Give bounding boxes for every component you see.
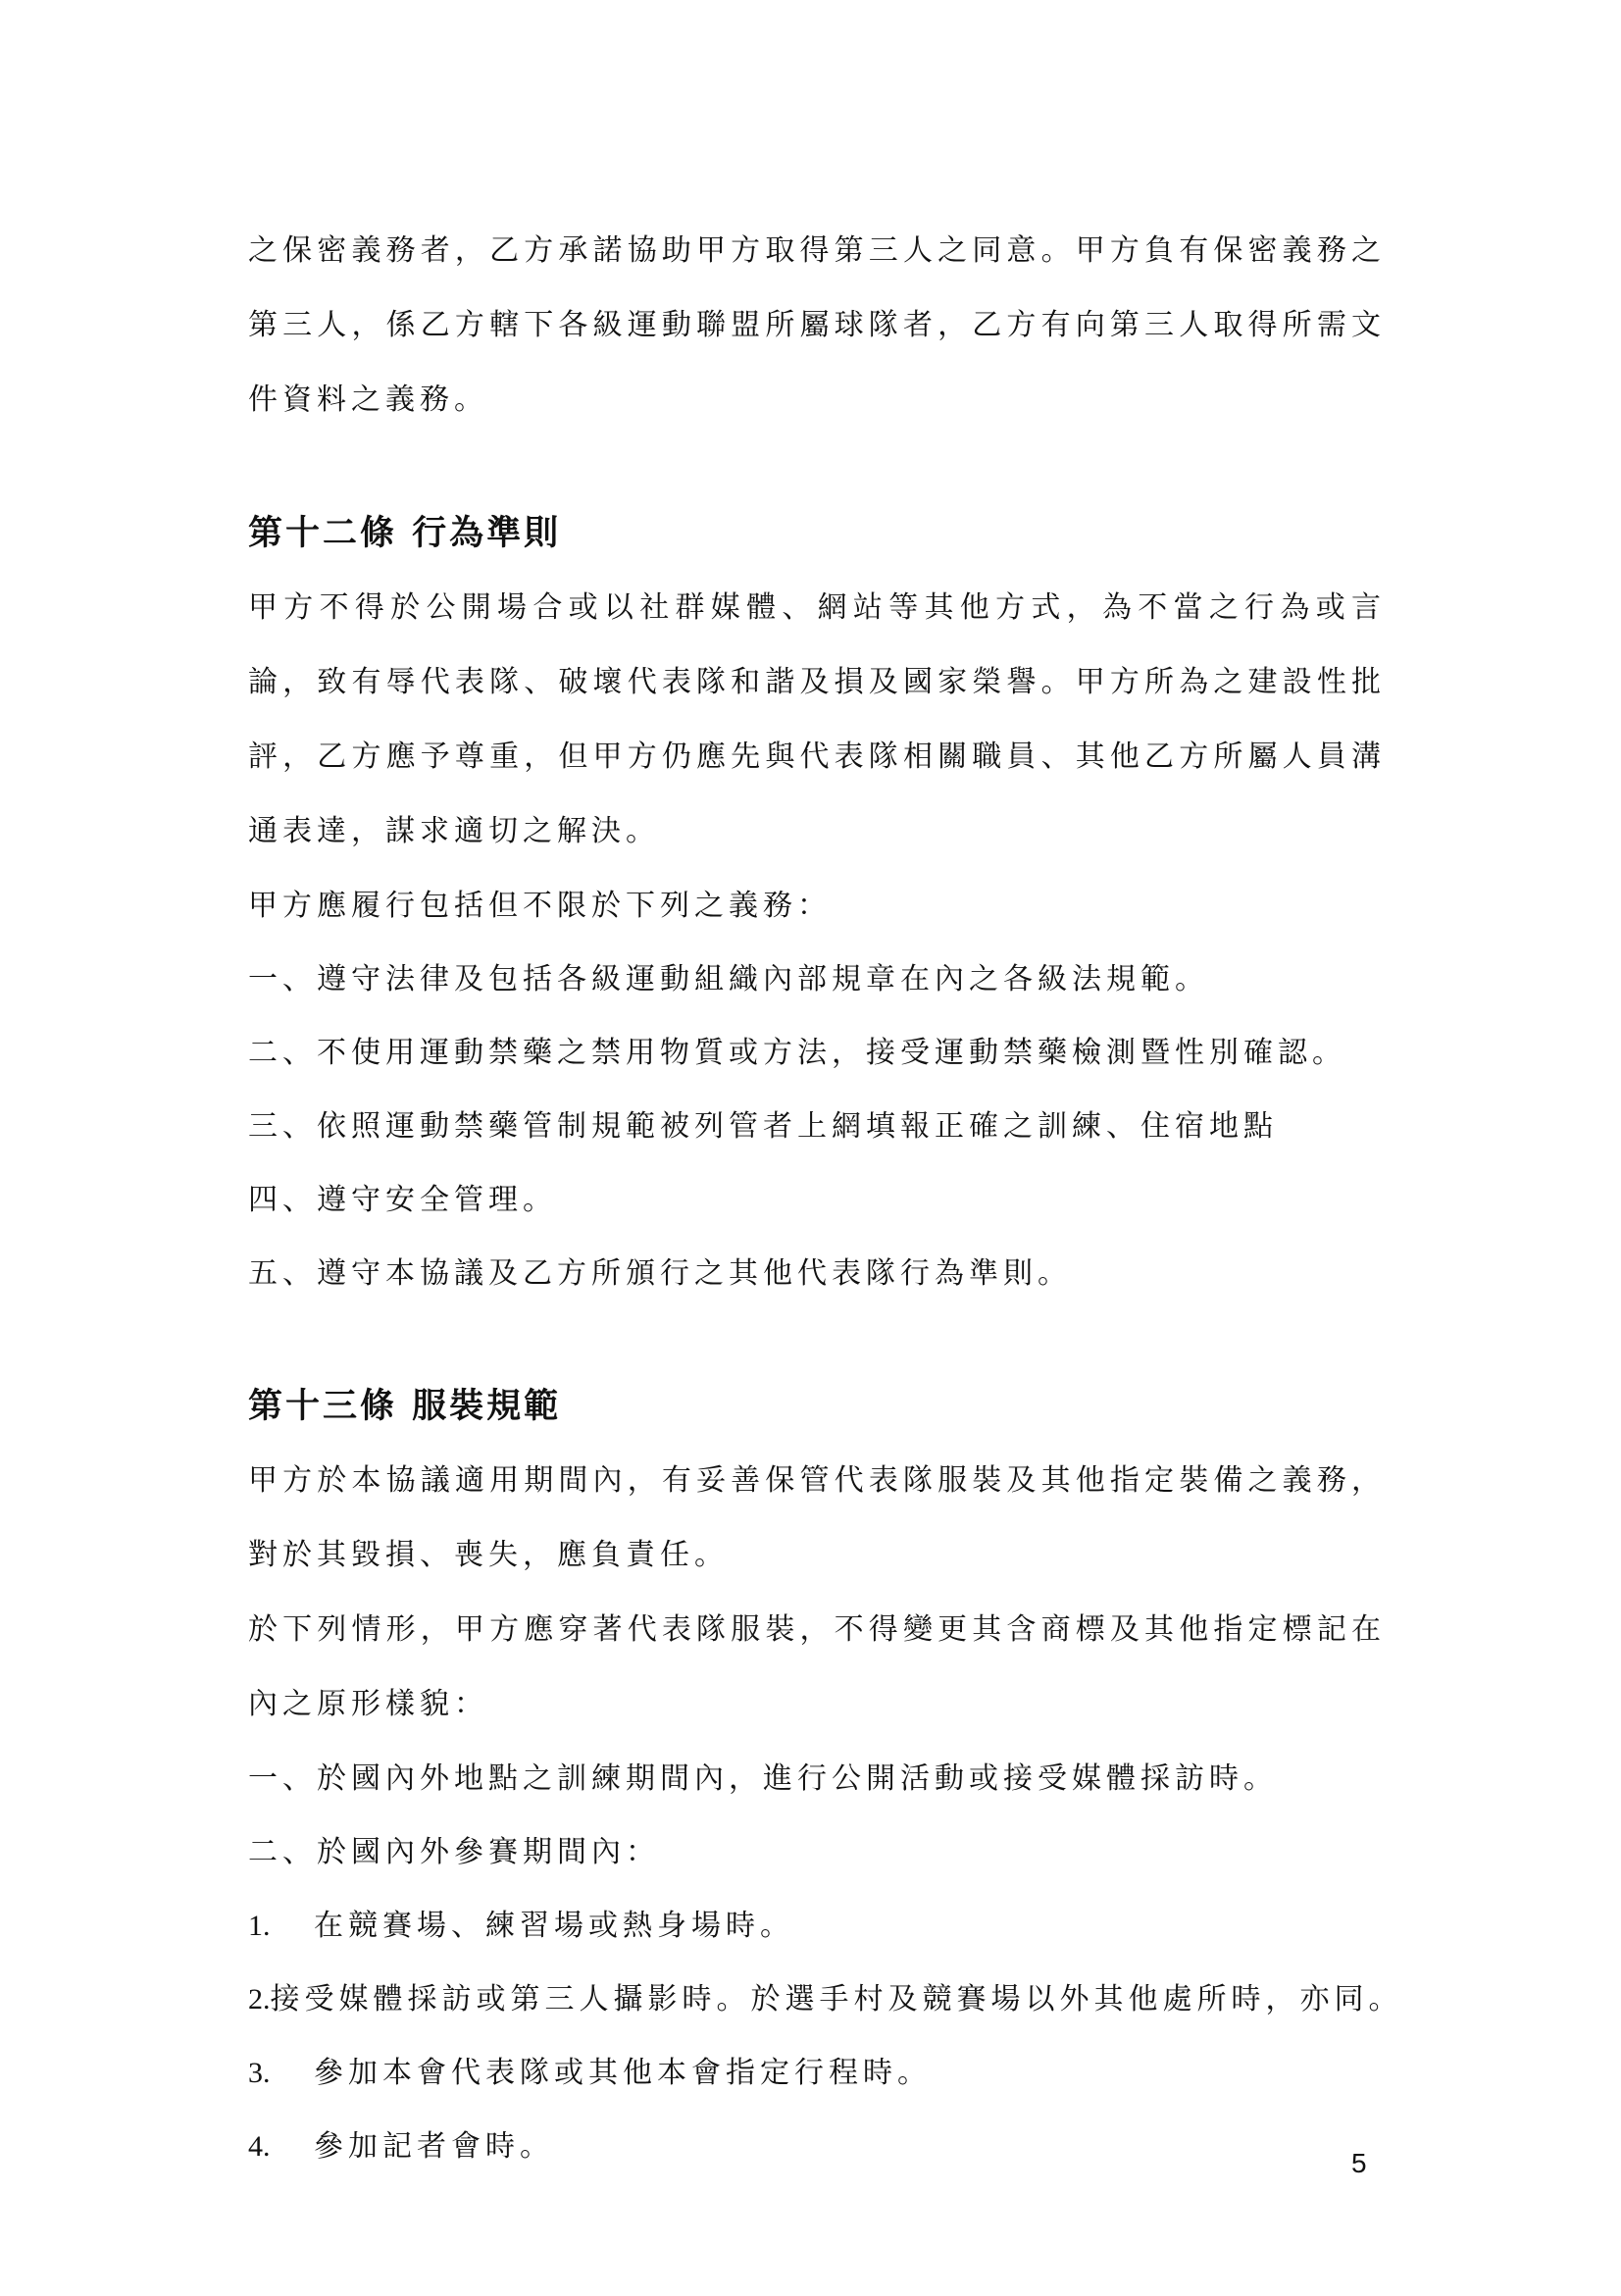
sub-item-text: 接受媒體採訪或第三人攝影時。於選手村及競賽場以外其他處所時，亦同。 [270, 1982, 1403, 2016]
article-12-heading: 第十二條 行為準則 [248, 513, 562, 553]
obligation-item: 五、遵守本協議及乙方所頒行之其他代表隊行為準則。 [248, 1256, 1072, 1291]
sub-item-text: 在競賽場、練習場或熱身場時。 [314, 1909, 794, 1943]
page-content [248, 214, 1403, 2183]
sub-item-number: 1. [248, 1910, 271, 1942]
obligation-item: 一、遵守法律及包括各級運動組織內部規章在內之各級法規範。 [248, 962, 1209, 996]
article-13-heading: 第十三條 服裝規範 [248, 1386, 562, 1426]
page-number: 5 [1351, 2148, 1367, 2178]
spacer [248, 437, 1386, 496]
sub-item [248, 1963, 1403, 2036]
obligation-item: 三、依照運動禁藥管制規範被列管者上網填報正確之訓練、住宿地點 [248, 1109, 1278, 1144]
article-12-paragraph: 甲方不得於公開場合或以社群媒體、網站等其他方式，為不當之行為或言論，致有辱代表隊、破壞代表隊和諧及損及國家榮譽。甲方所為之建設性批評，乙方應予尊重，但甲方仍應先與代表隊相關職員、其他乙方所屬人員溝通表達，謀求適切之解決。 [248, 590, 1386, 848]
article-13-paragraph-2: 於下列情形，甲方應穿著代表隊服裝，不得變更其含商標及其他指定標記在內之原形樣貌： [248, 1612, 1386, 1721]
sub-item [248, 1889, 1386, 1963]
spacer [248, 1310, 1386, 1369]
intro-paragraph: 之保密義務者，乙方承諾協助甲方取得第三人之同意。甲方負有保密義務之第三人，係乙方轄下各級運動聯盟所屬球隊者，乙方有向第三人取得所需文件資料之義務。 [248, 233, 1386, 417]
situation-item: 二、於國內外參賽期間內： [248, 1835, 660, 1869]
sub-item-number: 4. [248, 2130, 271, 2163]
sub-item [248, 2036, 1386, 2110]
sub-item-number: 3. [248, 2057, 271, 2089]
sub-item [248, 2110, 1386, 2183]
sub-item-number: 2. [248, 1983, 271, 2015]
sub-item-text: 參加記者會時。 [314, 2129, 554, 2164]
obligation-item: 四、遵守安全管理。 [248, 1183, 557, 1217]
obligation-item: 二、不使用運動禁藥之禁用物質或方法，接受運動禁藥檢測暨性別確認。 [248, 1036, 1346, 1070]
article-13-paragraph-1: 甲方於本協議適用期間內，有妥善保管代表隊服裝及其他指定裝備之義務，對於其毀損、喪失，應負責任。 [248, 1463, 1386, 1572]
sub-item-text: 參加本會代表隊或其他本會指定行程時。 [314, 2056, 932, 2090]
situation-item: 一、於國內外地點之訓練期間內，進行公開活動或接受媒體採訪時。 [248, 1761, 1278, 1796]
obligations-intro: 甲方應履行包括但不限於下列之義務： [248, 889, 832, 923]
